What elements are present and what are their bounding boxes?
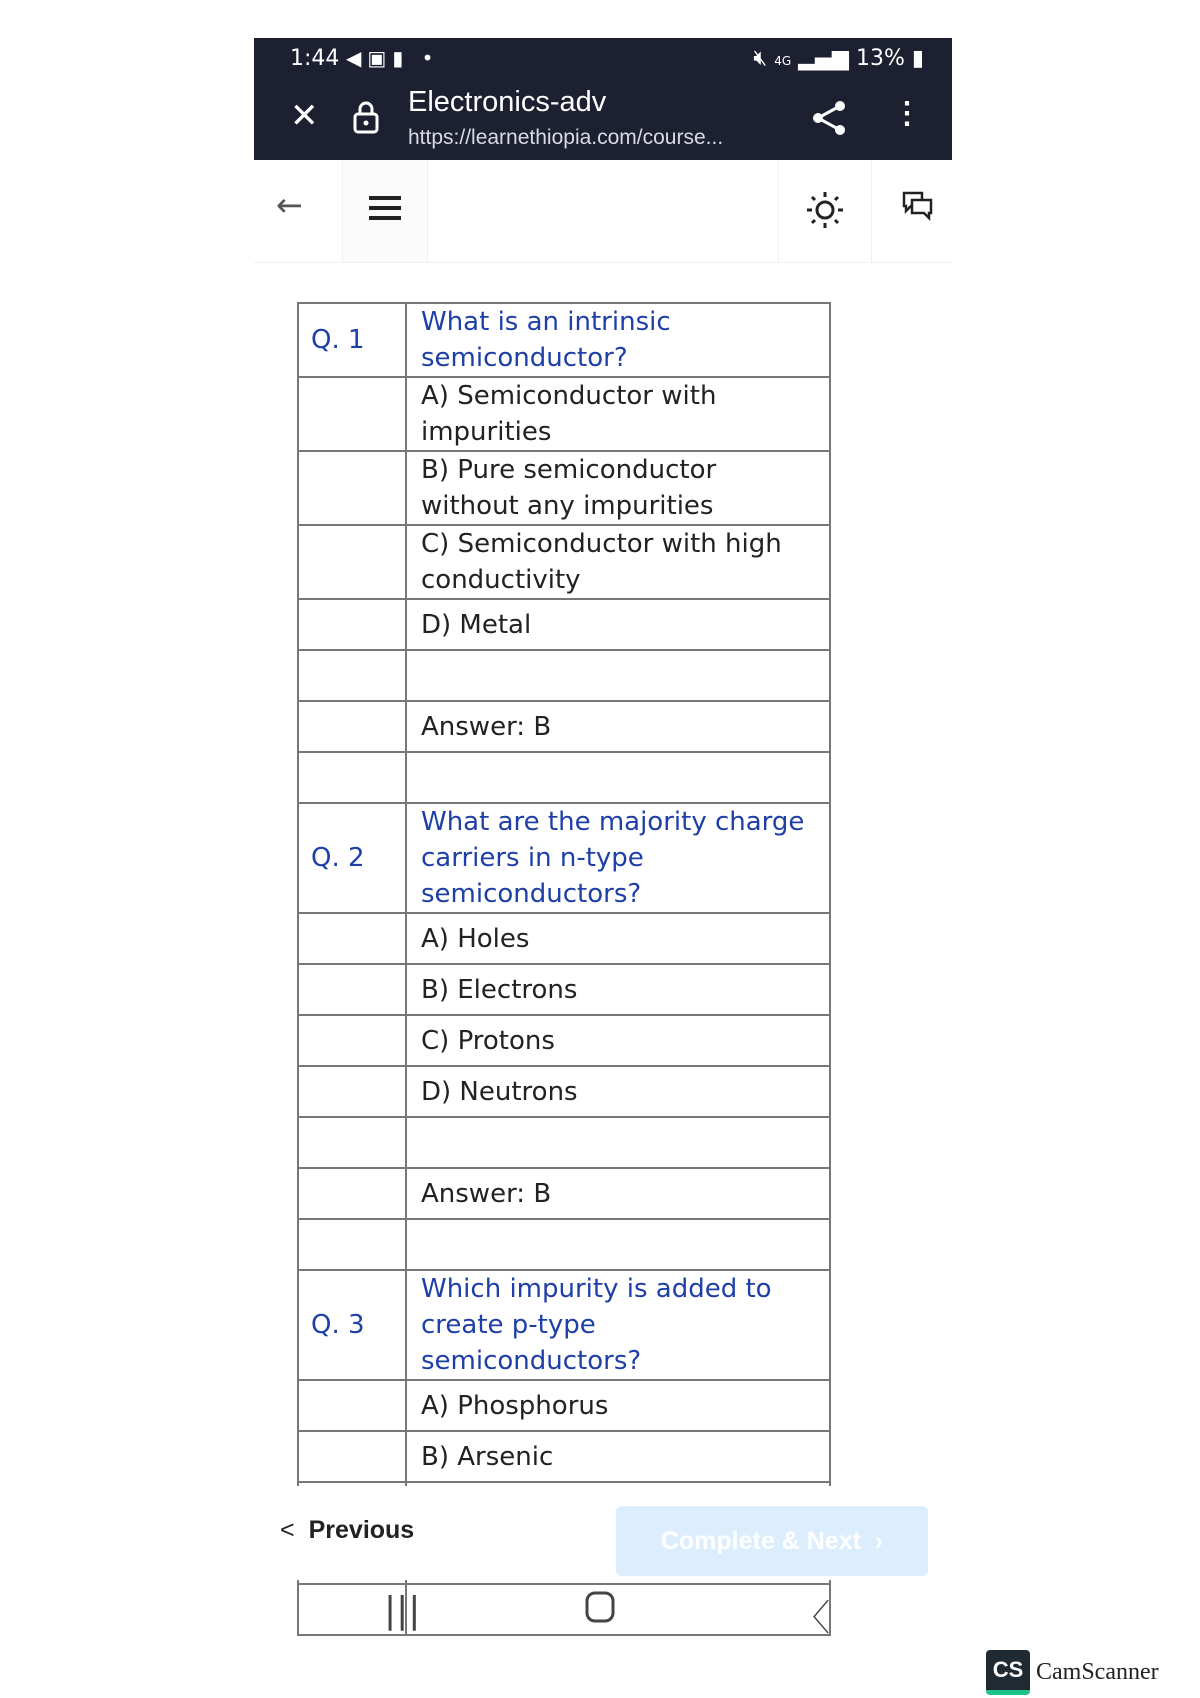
- answer-row: [298, 701, 830, 752]
- page-url[interactable]: https://learnethiopia.com/course...: [408, 126, 724, 149]
- battery-icon: ▮: [911, 46, 924, 71]
- question-number: Q. 2: [298, 803, 406, 913]
- home-icon[interactable]: [584, 1590, 616, 1633]
- battery-level: 13%: [855, 46, 905, 71]
- option-text: B) Electrons: [406, 964, 830, 1015]
- option-text: D) Metal: [406, 599, 830, 650]
- answer-text: Answer: B: [406, 1168, 830, 1219]
- complete-next-button[interactable]: [616, 1506, 928, 1576]
- chevron-right-icon: ›: [867, 1527, 884, 1555]
- option-text: A) Phosphorus: [406, 1380, 830, 1431]
- recent-apps-icon[interactable]: |||: [384, 1590, 421, 1631]
- option-row: [298, 451, 830, 525]
- sun-icon: [805, 190, 845, 230]
- previous-label: Previous: [308, 1516, 415, 1544]
- option-row: [298, 913, 830, 964]
- blank-row: [298, 1219, 830, 1270]
- complete-next-label: Complete & Next: [660, 1527, 861, 1555]
- option-text: A) Semiconductor with impurities: [406, 377, 830, 451]
- status-right: [753, 46, 924, 71]
- question-number: Q. 1: [298, 303, 406, 377]
- notification-icons: ◀▣▮ •: [346, 46, 440, 70]
- option-text: C) Protons: [406, 1015, 830, 1066]
- lesson-content: [254, 262, 952, 1486]
- option-row: [298, 377, 830, 451]
- question-row: [298, 303, 830, 377]
- question-text: Which impurity is added to create p-type semiconductors?: [406, 1270, 830, 1380]
- page-title: Electronics-adv: [408, 86, 607, 118]
- question-text: What is an intrinsic semiconductor?: [406, 303, 830, 377]
- camscanner-logo: CS: [986, 1650, 1030, 1695]
- hamburger-icon: [369, 194, 401, 222]
- answer-text: Answer: B: [406, 701, 830, 752]
- option-row: [298, 964, 830, 1015]
- browser-url-bar: [254, 82, 952, 160]
- option-text: C) Semiconductor with high conductivity: [406, 525, 830, 599]
- option-row: [298, 1380, 830, 1431]
- mute-icon: 🔇︎: [753, 46, 768, 71]
- camscanner-brand: CamScanner: [1036, 1659, 1159, 1685]
- option-row: [298, 525, 830, 599]
- option-row: [298, 1066, 830, 1117]
- menu-button[interactable]: [342, 160, 428, 262]
- option-text: B) Arsenic: [406, 1431, 830, 1482]
- blank-row: [298, 650, 830, 701]
- question-row: [298, 1270, 830, 1380]
- previous-button[interactable]: [280, 1516, 414, 1545]
- signal-icon: ▂▄▆: [798, 46, 849, 71]
- blank-row: [298, 752, 830, 803]
- camscanner-watermark: [986, 1650, 1159, 1690]
- option-text: D) Neutrons: [406, 1066, 830, 1117]
- phone-screen: [254, 38, 952, 1639]
- lesson-nav-bar: [254, 1486, 952, 1580]
- network-type: 4G: [774, 54, 792, 68]
- status-bar: [254, 38, 952, 82]
- option-row: [298, 599, 830, 650]
- android-nav-bar: [254, 1580, 952, 1660]
- site-toolbar: [254, 160, 952, 263]
- quiz-table: [297, 302, 831, 1636]
- status-time: 1:44: [290, 46, 340, 71]
- chat-icon[interactable]: [902, 190, 934, 227]
- blank-row: [298, 1117, 830, 1168]
- option-row: [298, 1431, 830, 1482]
- share-icon[interactable]: [810, 98, 850, 143]
- theme-toggle-button[interactable]: [778, 160, 872, 262]
- option-row: [298, 1015, 830, 1066]
- answer-row: [298, 1168, 830, 1219]
- close-icon[interactable]: ✕: [290, 96, 319, 136]
- back-icon[interactable]: 〈: [794, 1598, 831, 1639]
- lock-icon[interactable]: [352, 100, 380, 139]
- chevron-left-icon: <: [280, 1516, 295, 1544]
- option-text: B) Pure semiconductor without any impurities: [406, 451, 830, 525]
- more-options-icon[interactable]: ⋮: [892, 97, 922, 130]
- question-text: What are the majority charge carriers in n-type semiconductors?: [406, 803, 830, 913]
- option-text: A) Holes: [406, 913, 830, 964]
- question-number: Q. 3: [298, 1270, 406, 1380]
- question-row: [298, 803, 830, 913]
- back-arrow-icon[interactable]: ←: [276, 186, 303, 224]
